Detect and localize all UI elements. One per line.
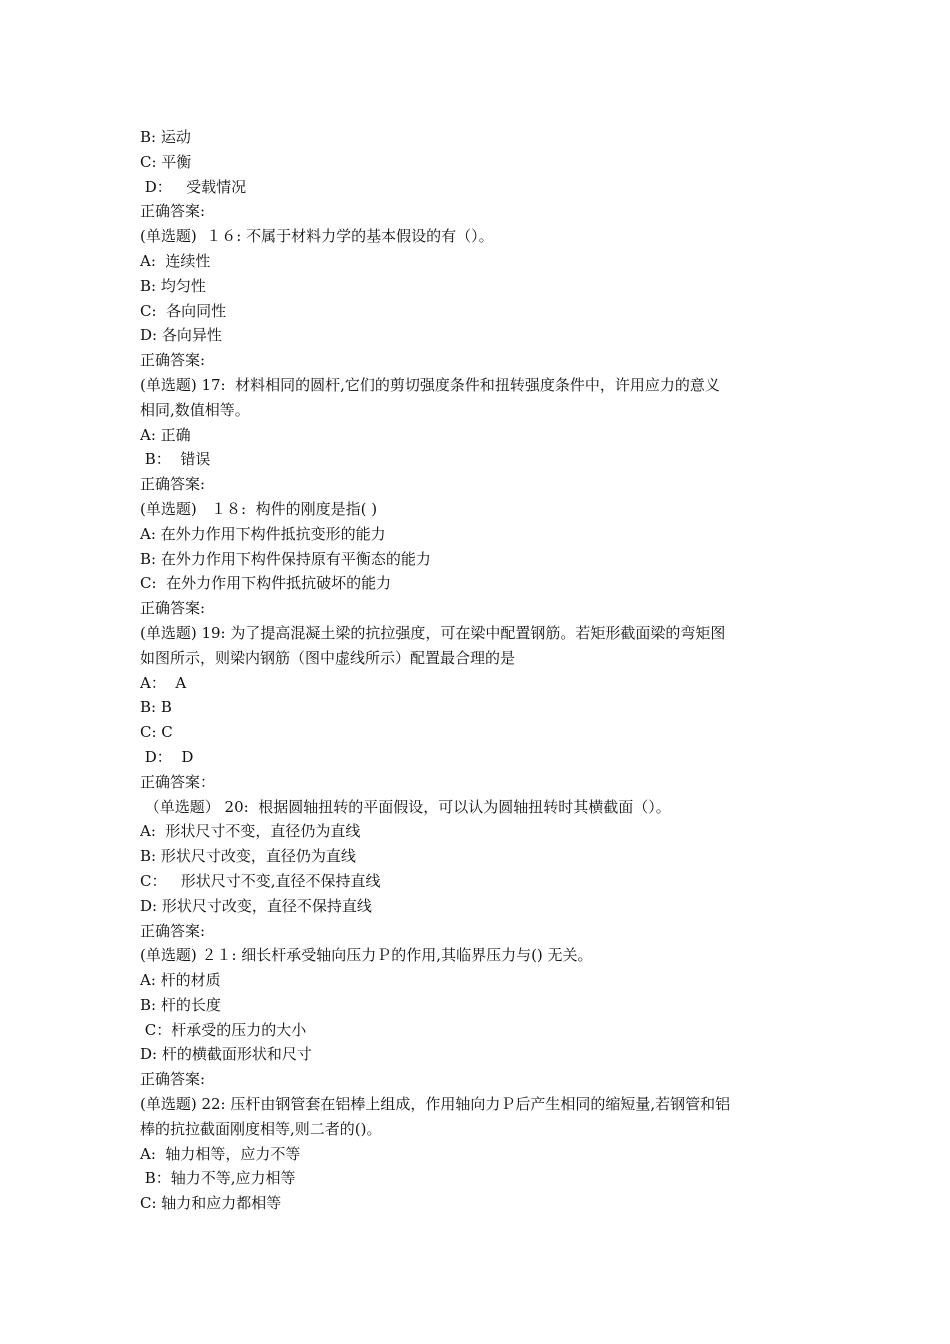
question-19-line2: 如图所示，则梁内钢筋（图中虚线所示）配置最合理的是 bbox=[140, 648, 516, 667]
answer-label: 正确答案: bbox=[140, 202, 206, 221]
q17-option-a: A: 正确 bbox=[140, 425, 191, 444]
q17-option-b: B： 错误 bbox=[140, 450, 211, 469]
q18-option-c: C: 在外力作用下构件抵抗破坏的能力 bbox=[140, 574, 392, 593]
q19-option-d: D： D bbox=[140, 747, 194, 766]
q22-option-c: C: 轴力和应力都相等 bbox=[140, 1194, 282, 1213]
q20-option-c: C： 形状尺寸不变,直径不保持直线 bbox=[140, 871, 381, 890]
option-c-balance: C: 平衡 bbox=[140, 152, 192, 171]
question-22-line1: (单选题) 22: 压杆由钢管套在铝棒上组成，作用轴向力Ｐ后产生相同的缩短量,若钢管和铝 bbox=[140, 1095, 731, 1114]
question-18: (单选题) １８: 构件的刚度是指( ) bbox=[140, 499, 378, 518]
answer-label: 正确答案: bbox=[140, 599, 206, 618]
question-16: (单选题) １６: 不属于材料力学的基本假设的有（）。 bbox=[140, 227, 494, 246]
q21-option-b: B: 杆的长度 bbox=[140, 995, 221, 1014]
q19-option-a: A： A bbox=[140, 673, 187, 692]
option-b-motion: B: 运动 bbox=[140, 128, 191, 146]
q18-option-a: A: 在外力作用下构件抵抗变形的能力 bbox=[140, 524, 386, 543]
q20-option-a: A: 形状尺寸不变，直径仍为直线 bbox=[140, 822, 361, 841]
q20-option-d: D: 形状尺寸改变，直径不保持直线 bbox=[140, 896, 372, 915]
question-22-line2: 棒的抗拉截面刚度相等,则二者的()。 bbox=[140, 1119, 382, 1138]
q16-option-b: B: 均匀性 bbox=[140, 276, 206, 295]
document-text bbox=[140, 125, 816, 1216]
question-20: （单选题） 20: 根据圆轴扭转的平面假设，可以认为圆轴扭转时其横截面（）。 bbox=[140, 797, 671, 816]
q18-option-b: B: 在外力作用下构件保持原有平衡态的能力 bbox=[140, 549, 431, 568]
answer-label: 正确答案: bbox=[140, 921, 206, 940]
question-19-line1: (单选题) 19: 为了提高混凝土梁的抗拉强度，可在梁中配置钢筋。若矩形截面梁的弯矩图 bbox=[140, 623, 726, 642]
q21-option-d: D: 杆的横截面形状和尺寸 bbox=[140, 1045, 312, 1064]
q16-option-c: C: 各向同性 bbox=[140, 301, 227, 320]
q22-option-b: B：轴力不等,应力相等 bbox=[140, 1169, 296, 1188]
q21-option-c: C：杆承受的压力的大小 bbox=[140, 1020, 307, 1039]
q16-option-a: A: 连续性 bbox=[140, 251, 211, 270]
q16-option-d: D: 各向异性 bbox=[140, 326, 222, 345]
answer-label: 正确答案： bbox=[140, 772, 216, 791]
answer-label: 正确答案: bbox=[140, 1070, 206, 1089]
question-17-line1: (单选题) 17: 材料相同的圆杆,它们的剪切强度条件和扭转强度条件中，许用应力的意义 bbox=[140, 375, 720, 394]
q19-option-b: B: B bbox=[140, 698, 172, 717]
q20-option-b: B: 形状尺寸改变，直径仍为直线 bbox=[140, 847, 356, 866]
option-d-load: D： 受载情况 bbox=[140, 177, 247, 196]
q19-option-c: C: C bbox=[140, 723, 173, 742]
answer-label: 正确答案: bbox=[140, 475, 206, 494]
question-21: (单选题) ２１: 细长杆承受轴向压力Ｐ的作用,其临界压力与() 无关。 bbox=[140, 946, 593, 965]
q22-option-a: A: 轴力相等，应力不等 bbox=[140, 1144, 301, 1163]
question-17-line2: 相同,数值相等。 bbox=[140, 400, 250, 419]
answer-label: 正确答案: bbox=[140, 351, 206, 370]
q21-option-a: A: 杆的材质 bbox=[140, 971, 221, 990]
